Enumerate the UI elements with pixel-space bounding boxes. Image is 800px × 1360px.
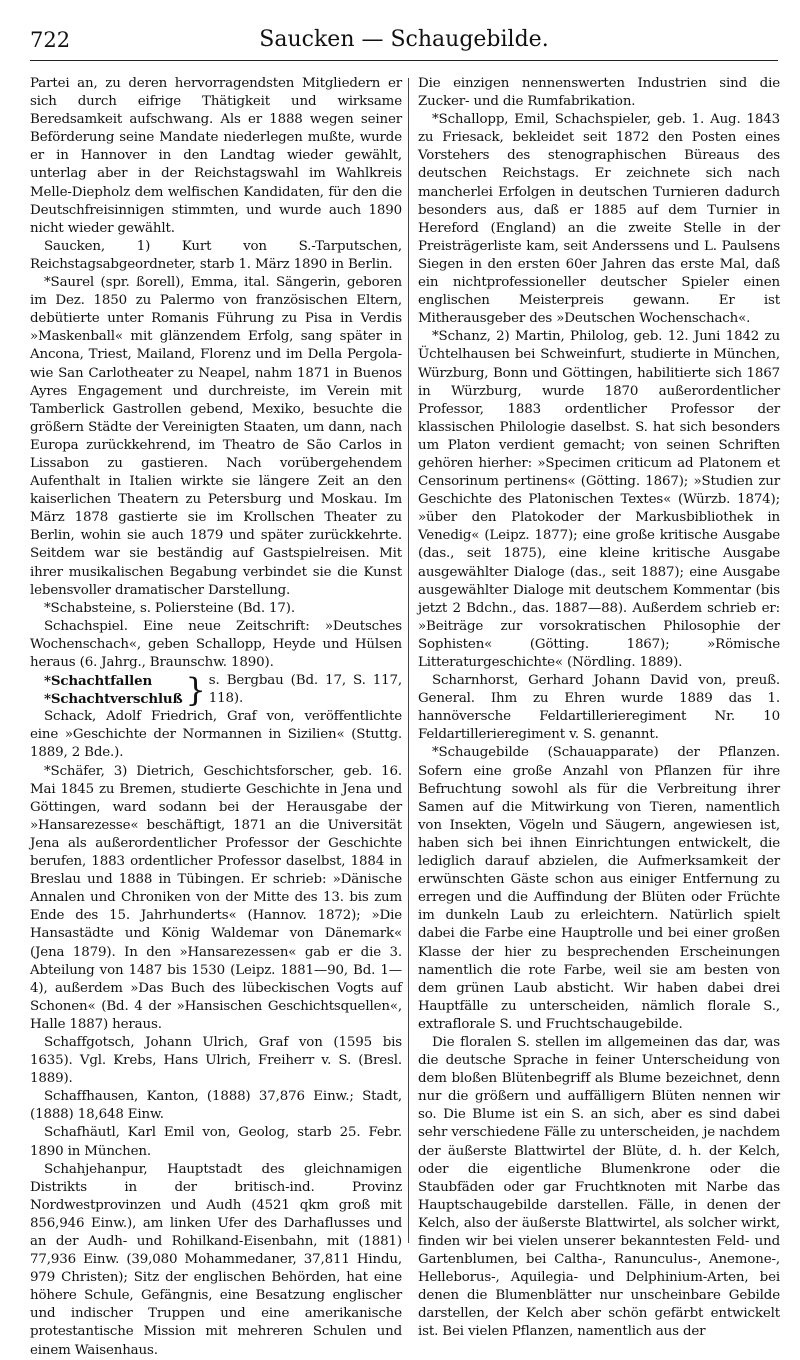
entry-saucken: Saucken, 1) Kurt von S.-Tarputschen, Reichstagsabgeordneter, starb 1. März 1890 in Berlin. [30,238,402,272]
entry-schanz: *Schanz, 2) Martin, Philolog, geb. 12. Juni 1842 zu Üchtelhausen bei Schweinfurt, studierte in München, Würzburg, Bonn und Göttingen, habilitierte sich 1867 in Würzburg, wurde 1870 außerordentlicher Professor, 1883 ordentlicher Professor der klassischen Philologie daselbst. S. hat sich besonders um Platon verdient gemacht; von seinen Schriften gehören hierher: »Specimen criticum ad Platonem et Censorinum pertinens« (Götting. 1867); »Studien zur Geschichte des Platonischen Textes« (Würzb. 1874); »über den Platokoder der Markusbibliothek in Venedig« (Leipz. 1877); eine große kritische Ausgabe (das., seit 1875), eine kleine kritische Ausgabe ausgewählter Dialoge (das., seit 1887); eine Ausgabe ausgewählter Dialoge mit deutschem Kommentar (bis jetzt 2 Bdchn., das. 1887—88). Außerdem schrieb er: »Beiträge zur vorsokratischen Philosophie der Sophisten« (Götting. 1867); »Römische Litteraturgeschichte« (Nördling. 1889). [418,329,780,670]
entry-partei: Partei an, zu deren hervorragendsten Mitgliedern er sich durch eifrige Thätigkeit und wirksame Beredsamkeit aufschwang. Als er 1888 wegen seiner Beförderung seine Mandate niederlegen mußte, wurde er in Hannover in den Landtag wieder gewählt, unterlag aber in der Reichstagswahl im Wahlkreis Melle-Diepholz dem welfischen Kandidaten, für den die Deutschfreisinnigen stimmten, und wurde auch 1890 nicht wieder gewählt. [30,76,402,236]
entry-schack: Schack, Adolf Friedrich, Graf von, veröffentlichte eine »Geschichte der Normannen in Sizilien« (Stuttg. 1889, 2 Bde.). [30,709,402,761]
entry-schafhaeutl: Schafhäutl, Karl Emil von, Geolog, starb 25. Febr. 1890 in München. [30,1125,402,1159]
entry-schachtfallen-group [30,672,402,708]
column-divider [408,78,409,1243]
brace-heads [30,672,183,708]
entry-continuation: Die einzigen nennenswerten Industrien sind die Zucker- und die Rumfabrikation. [418,76,780,110]
entry-schaffgotsch: Schaffgotsch, Johann Ulrich, Graf von (1595 bis 1635). Vgl. Krebs, Hans Ulrich, Freiherr v. S. (Bresl. 1889). [30,1034,402,1087]
headword-schachtverschluss: *Schachtverschluß [44,691,183,708]
entry-schahjehanpur: Schahjehanpur, Hauptstadt des gleichnamigen Distrikts in der britisch-ind. Provinz Nordwestprovinzen und Audh (4521 qkm groß mit 856,946 Einw.), am linken Ufer des Darhaflusses und an der Audh- und Rohilkand-Eisenbahn, mit (1881) 77,936 Einw. (39,080 Mohammedaner, 37,811 Hindu, 979 Christen); Sitz der englischen Behörden, hat eine höhere Schule, Gefängnis, eine Besatzung englischer und indischer Truppen und eine amerikanische protestantische Mission mit mehreren Schulen und einem Waisenhaus. [30,1161,402,1358]
right-column [418,75,780,1342]
entry-schaffhausen: Schaffhausen, Kanton, (1888) 37,876 Einw.; Stadt, (1888) 18,648 Einw. [30,1089,402,1123]
brace-glyph: } [185,671,206,710]
entry-saurel: *Saurel (spr. ßorell), Emma, ital. Sängerin, geboren im Dez. 1850 zu Palermo von französischen Eltern, debütierte unter Romanis Führung zu Pisa in Verdis »Maskenball« mit glänzendem Erfolg, sang später in Ancona, Triest, Mailand, Florenz und im Della Pergola- wie San Carlotheater zu Neapel, nahm 1871 in Buenos Ayres Engagement und durchreiste, im Verein mit Tamberlick Gastrollen gebend, Mexiko, besuchte die größern Städte der Vereinigten Staaten, um dann, nach Europa zurückkehrend, im Theatro de São Carlos in Lissabon zu gastieren. Nach vorübergehendem Aufenthalt in Italien wirkte sie längere Zeit an den kaiserlichen Theatern zu Petersburg und Moskau. Im März 1878 gastierte sie im Krollschen Theater zu Berlin, wohin sie auch 1879 und später zurückkehrte. Seitdem war sie beständig auf Gastspielreisen. Mit ihrer musikalischen Begabung verbindet sie die Kunst lebensvoller dramatischer Darstellung. [30,275,402,598]
entry-schaefer: *Schäfer, 3) Dietrich, Geschichtsforscher, geb. 16. Mai 1845 zu Bremen, studierte Geschichte in Jena und Göttingen, ward sodann bei der Herausgabe der »Hansarezesse« beschäftigt, 1871 an die Universität Jena als außerordentlicher Professor der Geschichte berufen, 1883 ordentlicher Professor daselbst, 1884 in Breslau und 1888 in Tübingen. Er schrieb: »Dänische Annalen und Chroniken von der Mitte des 13. bis zum Ende des 15. Jahrhunderts« (Hannov. 1872); »Die Hansastädte und König Waldemar von Dänemark« (Jena 1879). In den »Hansarezessen« gab er die 3. Abteilung von 1487 bis 1530 (Leipz. 1881—90, Bd. 1—4), außerdem »Das Buch des lübeckischen Vogts auf Schonen« (Bd. 4 der »Hansischen Geschichtsquellen«, Halle 1887) heraus. [30,763,402,1032]
left-column [30,75,402,1360]
entry-schachspiel: Schachspiel. Eine neue Zeitschrift: »Deutsches Wochenschach«, geben Schallopp, Heyde und Hülsen heraus (6. Jahrg., Braunschw. 1890). [30,618,402,670]
entry-scharnhorst: Scharnhorst, Gerhard Johann David von, preuß. General. Ihm zu Ehren wurde 1889 das 1. hannöversche Feldartillerieregiment Nr. 10 Feldartillerieregiment v. S. genannt. [418,673,780,743]
brace-target: s. Bergbau (Bd. 17, S. 117, 118). [208,673,402,707]
entry-schallopp: *Schallopp, Emil, Schachspieler, geb. 1. Aug. 1843 zu Friesack, bekleidet seit 1872 den Posten eines Vorstehers des stenographischen Büreaus des deutschen Reichstags. Er zeichnete sich nach mancherlei Erfolgen in deutschen Turnieren dadurch besonders aus, daß er 1885 auf dem Turnier in Hereford (England) an die zweite Stelle in der Preisträgerliste kam, seit Anderssens und L. Paulsens Siegen in den ersten 60er Jahren das erste Mal, daß ein nichtprofessioneller deutscher Spieler einen englischen Meisterpreis gewann. Er ist Mitherausgeber des »Deutschen Wochenschach«. [418,112,780,327]
entry-schaugebilde: *Schaugebilde (Schauapparate) der Pflanzen. Sofern eine große Anzahl von Pflanzen für ihre Befruchtung sowohl als für die Verbreitung ihrer Samen auf die Mitwirkung von Tieren, namentlich von Insekten, Vögeln und Säugern, angewiesen ist, haben sich bei ihnen Einrichtungen entwickelt, die lediglich darauf abzielen, die Aufmerksamkeit der erwünschten Gäste schon aus einiger Entfernung zu erregen und die Auffindung der Blüten oder Früchte im dunkeln Laub zu erleichtern. Natürlich spielt dabei die Farbe eine Hauptrolle und bei einer großen Klasse der hier zu besprechenden Erscheinungen namentlich die rote Farbe, weil sie am besten von dem grünen Laub absticht. Wir haben dabei drei Hauptfälle zu unterscheiden, nämlich florale S., extraflorale S. und Fruchtschaugebilde. [418,745,780,1032]
entry-florale-schaugebilde: Die floralen S. stellen im allgemeinen das dar, was die deutsche Sprache in feiner Unterscheidung von dem bloßen Blütenbegriff als Blume bezeichnet, denn nur die größern und auffälligern Blüten nennen wir so. Die Blume ist ein S. an sich, aber es sind dabei sehr verschiedene Fälle zu unterscheiden, je nachdem der äußerste Blattwirtel der Blüte, d. h. der Kelch, oder die eigentliche Blumenkrone oder die Staubfäden oder gar Fruchtknoten mit Narbe das Hauptschaugebilde darstellen. Fälle, in denen der Kelch, also der äußerste Blattwirtel, als solcher wirkt, finden wir bei vielen unserer bekanntesten Feld- und Gartenblumen, bei Caltha-, Ranunculus-, Anemone-, Helleborus-, Aquilegia- und Delphinium-Arten, bei denen die Blumenblätter nur unscheinbare Gebilde darstellen, der Kelch aber schön gefärbt entwickelt ist. Bei vielen Pflanzen, namentlich aus der [418,1034,780,1340]
page-header [30,22,778,61]
page-number: 722 [30,28,71,52]
headword-schachtfallen: *Schachtfallen [44,673,153,690]
running-title: Saucken — Schaugebilde. [259,27,549,52]
entry-schabsteine: *Schabsteine, s. Poliersteine (Bd. 17). [44,600,295,616]
